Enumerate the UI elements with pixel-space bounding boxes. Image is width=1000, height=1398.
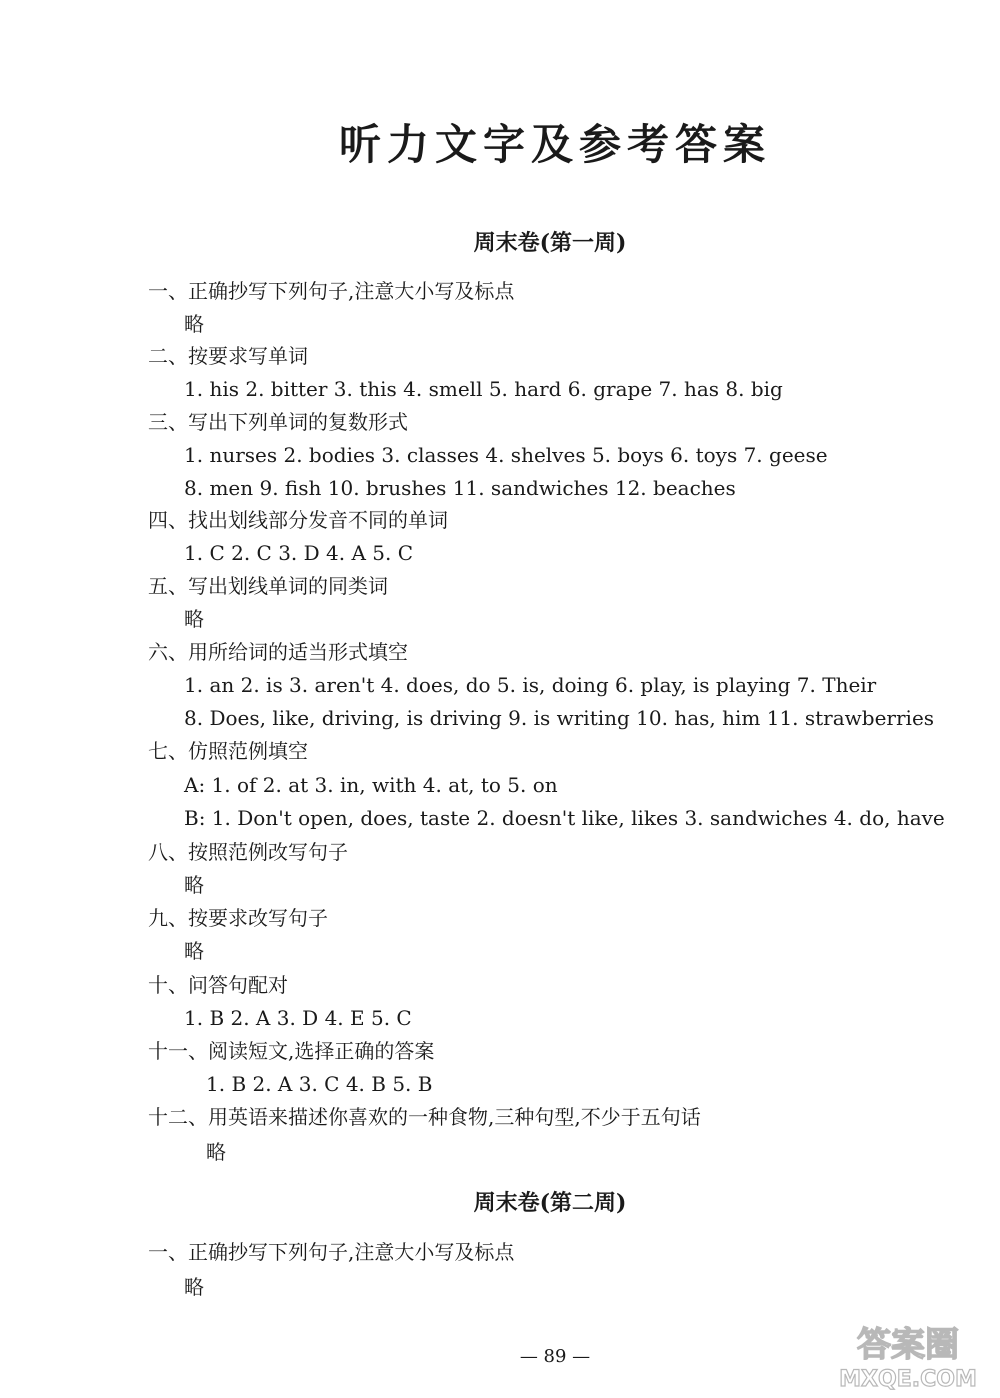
answer-text: A: 1. of 2. at 3. in, with 4. at, to 5. on bbox=[184, 773, 558, 797]
section-heading: 一、正确抄写下列句子,注意大小写及标点 bbox=[148, 1240, 515, 1264]
answer-text: 1. an 2. is 3. aren't 4. does, do 5. is, doing 6. play, is playing 7. Their bbox=[184, 673, 877, 697]
answer-text: B: 1. Don't open, does, taste 2. doesn't like, likes 3. sandwiches 4. do, have bbox=[184, 806, 945, 830]
answer-text: 略 bbox=[184, 939, 204, 963]
section-heading: 八、按照范例改写句子 bbox=[148, 840, 348, 864]
watermark-top-text: 答案圈 bbox=[857, 1325, 959, 1365]
answer-text: 1. nurses 2. bodies 3. classes 4. shelves 5. boys 6. toys 7. geese bbox=[184, 443, 828, 467]
answer-text: 1. B 2. A 3. D 4. E 5. C bbox=[184, 1006, 412, 1030]
section-heading: 十、问答句配对 bbox=[148, 973, 288, 997]
section-heading: 六、用所给词的适当形式填空 bbox=[148, 640, 408, 664]
week2-heading: 周末卷(第二周) bbox=[473, 1190, 627, 1216]
answer-text: 略 bbox=[184, 873, 204, 897]
section-heading: 三、写出下列单词的复数形式 bbox=[148, 410, 408, 434]
answer-text: 略 bbox=[184, 1275, 204, 1299]
answer-text: 8. Does, like, driving, is driving 9. is writing 10. has, him 11. strawberries bbox=[184, 706, 935, 730]
watermark-bottom-text: MXQE.COM bbox=[839, 1367, 977, 1392]
answer-text: 略 bbox=[206, 1140, 226, 1164]
answer-text: 略 bbox=[184, 312, 204, 336]
section-heading: 十二、用英语来描述你喜欢的一种食物,三种句型,不少于五句话 bbox=[148, 1105, 701, 1129]
section-heading: 九、按要求改写句子 bbox=[148, 906, 328, 930]
week1-heading: 周末卷(第一周) bbox=[473, 230, 627, 256]
answer-text: 8. men 9. fish 10. brushes 11. sandwiches 12. beaches bbox=[184, 476, 736, 500]
answer-text: 1. C 2. C 3. D 4. A 5. C bbox=[184, 541, 414, 565]
section-heading: 二、按要求写单词 bbox=[148, 344, 308, 368]
section-heading: 四、找出划线部分发音不同的单词 bbox=[148, 508, 448, 532]
page-title: 听力文字及参考答案 bbox=[338, 120, 771, 169]
page-number: — 89 — bbox=[519, 1346, 591, 1367]
section-heading: 一、正确抄写下列句子,注意大小写及标点 bbox=[148, 279, 515, 303]
watermark-logo bbox=[824, 1320, 992, 1392]
section-heading: 五、写出划线单词的同类词 bbox=[148, 574, 388, 598]
section-heading: 十一、阅读短文,选择正确的答案 bbox=[148, 1039, 435, 1063]
answer-text: 略 bbox=[184, 607, 204, 631]
answer-text: 1. his 2. bitter 3. this 4. smell 5. hard 6. grape 7. has 8. big bbox=[184, 377, 783, 401]
answer-text: 1. B 2. A 3. C 4. B 5. B bbox=[206, 1072, 433, 1096]
section-heading: 七、仿照范例填空 bbox=[148, 739, 308, 763]
